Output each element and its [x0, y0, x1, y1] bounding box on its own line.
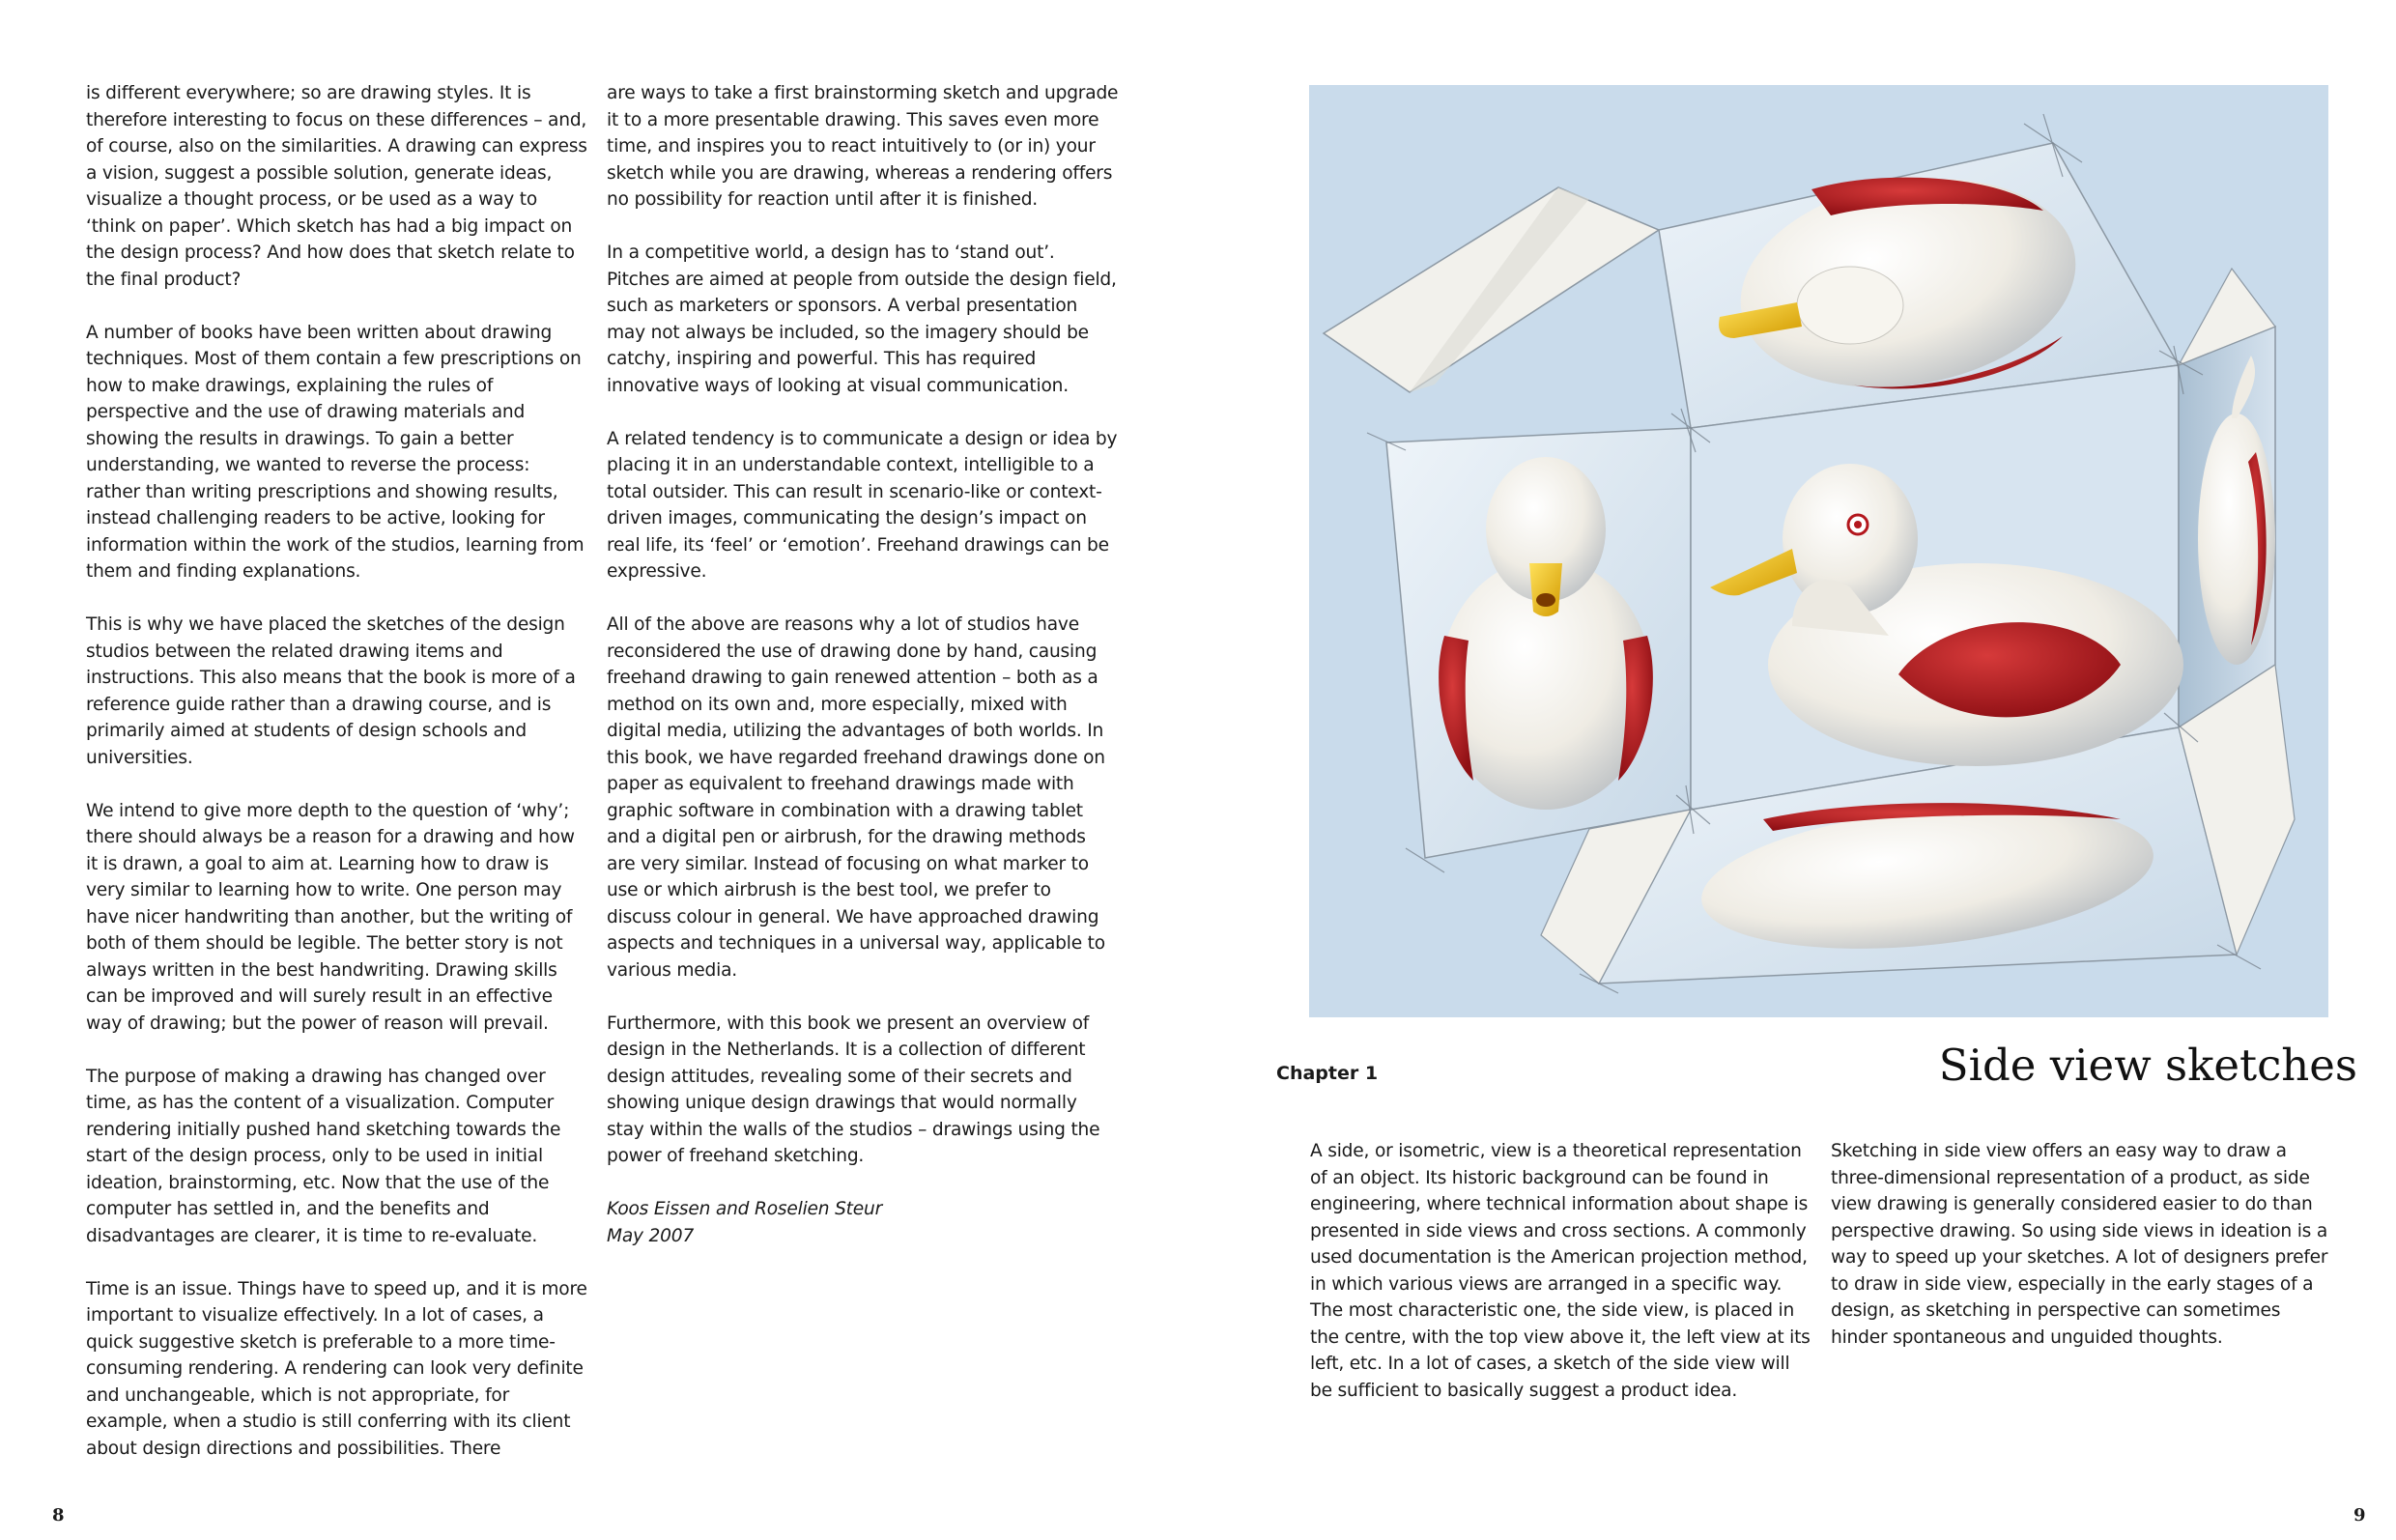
left-page-column-2	[607, 80, 1119, 1249]
paragraph: Furthermore, with this book we present an overview of design in the Netherlands. It is a collection of different design attitudes, revealing some of their secrets and showing unique design drawings that would normally stay within the walls of the studios – drawings using the power of freehand sketching.	[607, 1012, 1100, 1166]
left-page-column-1	[86, 80, 588, 1489]
duck-projection-figure	[1309, 85, 2328, 1017]
signature-date: May 2007	[607, 1225, 695, 1246]
right-page-column-1	[1310, 1138, 1812, 1431]
paragraph: A number of books have been written about drawing techniques. Most of them contain a few prescriptions on how to make drawings, explaining the rules of perspective and the use of drawing materials and showing the results in drawings. To gain a better understanding, we wanted to reverse the process: rather than writing prescriptions and showing results, instead challenging readers to be active, looking for information within the work of the studios, learning from them and finding explanations.	[86, 322, 585, 582]
paragraph: We intend to give more depth to the question of ‘why’; there should always be a reason for a drawing and how it is drawn, a goal to aim at. Learning how to draw is very similar to learning how to write. One person may have nicer handwriting than another, but the writing of both of them should be legible. The better story is not always written in the best handwriting. Drawing skills can be improved and will surely result in an effective way of drawing; but the power of reason will prevail.	[86, 800, 575, 1034]
paragraph: The purpose of making a drawing has changed over time, as has the content of a visualization. Computer rendering initially pushed hand sketching towards the start of the design process, only to be used in initial ideation, brainstorming, etc. Now that the use of the computer has settled in, and the benefits and disadvantages are clearer, it is time to re-evaluate.	[86, 1066, 561, 1246]
right-page-column-2	[1831, 1138, 2333, 1378]
paragraph: is different everywhere; so are drawing styles. It is therefore interesting to focus on these differences – and, of course, also on the similarities. A drawing can express a vision, suggest a possible solution, generate ideas, visualize a thought process, or be used as a way to ‘think on paper’. Which sketch has had a big impact on the design process? And how does that sketch relate to the final product?	[86, 83, 587, 290]
signature-authors: Koos Eissen and Roselien Steur	[607, 1199, 883, 1219]
paragraph: In a competitive world, a design has to ‘stand out’. Pitches are aimed at people from outside the design field, such as marketers or sponsors. A verbal presentation may not always be included, so the imagery should be catchy, inspiring and powerful. This has required innovative ways of looking at visual communication.	[607, 242, 1117, 396]
paragraph: are ways to take a first brainstorming sketch and upgrade it to a more presentable drawing. This saves even more time, and inspires you to react intuitively to (or in) your sketch while you are drawing, whereas a rendering offers no possibility for reaction until after it is finished.	[607, 83, 1119, 210]
paragraph: A side, or isometric, view is a theoretical representation of an object. Its historic background can be found in engineering, where technical information about shape is presented in side views and cross sections. A commonly used documentation is the American projection method, in which various views are arranged in a specific way. The most characteristic one, the side view, is placed in the centre, with the top view above it, the left view at its left, etc. In a lot of cases, a sketch of the side view will be sufficient to basically suggest a product idea.	[1310, 1141, 1811, 1401]
paragraph: All of the above are reasons why a lot of studios have reconsidered the use of drawing done by hand, causing freehand drawing to gain renewed attention – both as a method on its own and, more especially, mixed with digital media, utilizing the advantages of both worlds. In this book, we have regarded freehand drawings done on paper as equivalent to freehand drawings made with graphic software in combination with a drawing tablet and a digital pen or airbrush, for the drawing methods are very similar. Instead of focusing on what marker to use or which airbrush is the best tool, we prefer to discuss colour in general. We have approached drawing aspects and techniques in a universal way, applicable to various media.	[607, 614, 1105, 981]
page-number-left: 8	[52, 1505, 65, 1526]
chapter-label: Chapter 1	[1276, 1063, 1379, 1084]
paragraph: A related tendency is to communicate a design or idea by placing it in an understandable context, intelligible to a total outsider. This can result in scenario-like or context-driven images, communicating the design’s impact on real life, its ‘feel’ or ‘emotion’. Freehand drawings can be expressive.	[607, 428, 1118, 582]
paragraph: Time is an issue. Things have to speed up, and it is more important to visualize effectively. In a lot of cases, a quick suggestive sketch is preferable to a more time-consuming rendering. A rendering can look very definite and unchangeable, which is not appropriate, for example, when a studio is still conferring with its client about design directions and possibilities. There	[86, 1278, 587, 1459]
chapter-title: Side view sketches	[1938, 1040, 2357, 1091]
page-number-right: 9	[2353, 1505, 2366, 1526]
paragraph: Sketching in side view offers an easy way to draw a three-dimensional representation of a product, as side view drawing is generally considered easier to do than perspective drawing. So using side views in ideation is a way to speed up your sketches. A lot of designers prefer to draw in side view, especially in the early stages of a design, as sketching in perspective can sometimes hinder spontaneous and unguided thoughts.	[1831, 1141, 2328, 1348]
paragraph: This is why we have placed the sketches of the design studios between the related drawing items and instructions. This also means that the book is more of a reference guide rather than a drawing course, and is primarily aimed at students of design schools and universities.	[86, 614, 576, 768]
